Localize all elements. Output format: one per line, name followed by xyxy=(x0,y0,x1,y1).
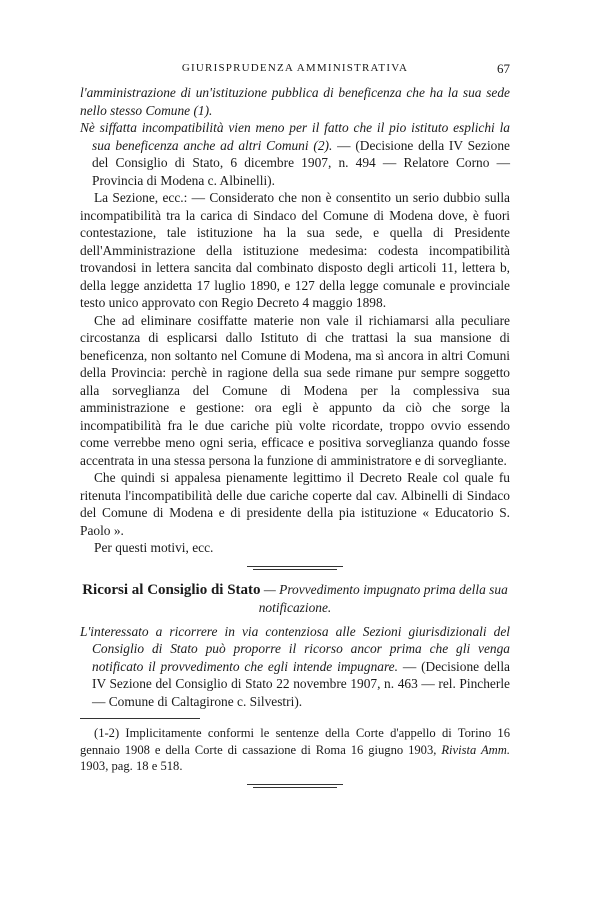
section-maxim-italic: L'interessato a ricorrere in via contenziosa alle Sezioni giurisdizionali del Consiglio di Stato può proporre il ricorso ancor prima che gli venga notificato il provvedimento che egli intende impugnare. xyxy=(80,623,510,674)
footnote-rule xyxy=(80,718,200,719)
section-maxim xyxy=(80,623,510,711)
body-paragraph-2: Che ad eliminare cosiffatte materie non vale il richiamarsi alla peculiare circostanza di esplicarsi dallo Istituto di che trattasi la sua mansione di beneficenza, non soltanto nel Comune di Modena, ma sì ancora in altri Comuni della Provincia: perchè in ragione della sua sede rimane pur sempre soggetto alla sorveglianza del Comune di Modena per la complessiva sua amministrazione e gestione: ora egli è appunto da ciò che sorge la incompatibilità fra le due cariche più volte ricordate, troppo ovvio essendo come verrebbe meno ogni seria, efficace e positiva sorveglianza quando fosse accentrata in una stessa persona la funzione di amministratore e di sorvegliante. xyxy=(80,312,510,468)
page-body xyxy=(80,84,510,799)
footnote-journal: Rivista Amm. xyxy=(441,742,510,757)
section-heading xyxy=(80,581,510,617)
footnote-end: 1903, pag. 18 e 518. xyxy=(80,759,183,773)
maxim-italic-text: Nè siffatta incompatibilità vien meno per il fatto che il pio istituto esplichi la sua beneficenza anche ad altri Comuni (2). xyxy=(80,120,510,153)
header-title: GIURISPRUDENZA AMMINISTRATIVA xyxy=(181,62,409,74)
body-paragraph-1: La Sezione, ecc.: — Considerato che non è consentito un serio dubbio sulla incompatibilità tra la carica di Sindaco del Comune di Modena dove, è fuori contestazione, tale istituzione ha la sua sede, e quella di Presidente dell'Amministrazione della istituzione medesima: codesta incompatibilità trovandosi in lettera sancita dal combinato disposto degli articoli 11, lettera b, della legge anzidetta 17 luglio 1890, e 127 della legge comunale e provinciale testo unico approvato con Regio Decreto 4 maggio 1898. xyxy=(80,190,510,310)
decision-citation: — (Decisione della IV Sezione del Consiglio di Stato, 6 dicembre 1907, n. 494 — Relatore Corno — Provincia di Modena c. Albinelli). xyxy=(92,137,510,188)
page-number: 67 xyxy=(497,61,510,76)
section-heading-bold: Ricorsi al Consiglio di Stato xyxy=(82,581,261,598)
section-divider xyxy=(80,557,510,581)
body-paragraph-4: Per questi motivi, ecc. xyxy=(94,540,214,555)
footnote-text: (1-2) Implicitamente conformi le sentenze della Corte d'appello di Torino 16 gennaio 1908 e della Corte di cassazione di Roma 16 giugno 1903, xyxy=(80,726,510,757)
maxim-paragraph xyxy=(80,119,510,189)
end-divider xyxy=(80,775,510,799)
section-heading-italic: — Provvedimento impugnato prima della sua notificazione. xyxy=(258,581,508,615)
body-paragraph-3: Che quindi si appalesa pienamente legittimo il Decreto Reale col quale fu ritenuta l'incompatibilità delle due cariche coperte dal cav. Albinelli di Sindaco del Comune di Modena e di presidente della pia istituzione « Educatorio S. Paolo ». xyxy=(80,470,510,538)
running-header xyxy=(80,62,510,82)
maxim-continuation: l'amministrazione di un'istituzione pubblica di beneficenza che ha la sua sede nello stesso Comune (1). xyxy=(80,85,510,118)
section-citation: — (Decisione della IV Sezione del Consiglio di Stato 22 novembre 1907, n. 463 — rel. Pincherle — Comune di Caltagirone c. Silvestri). xyxy=(92,658,510,709)
footnote xyxy=(80,725,510,775)
